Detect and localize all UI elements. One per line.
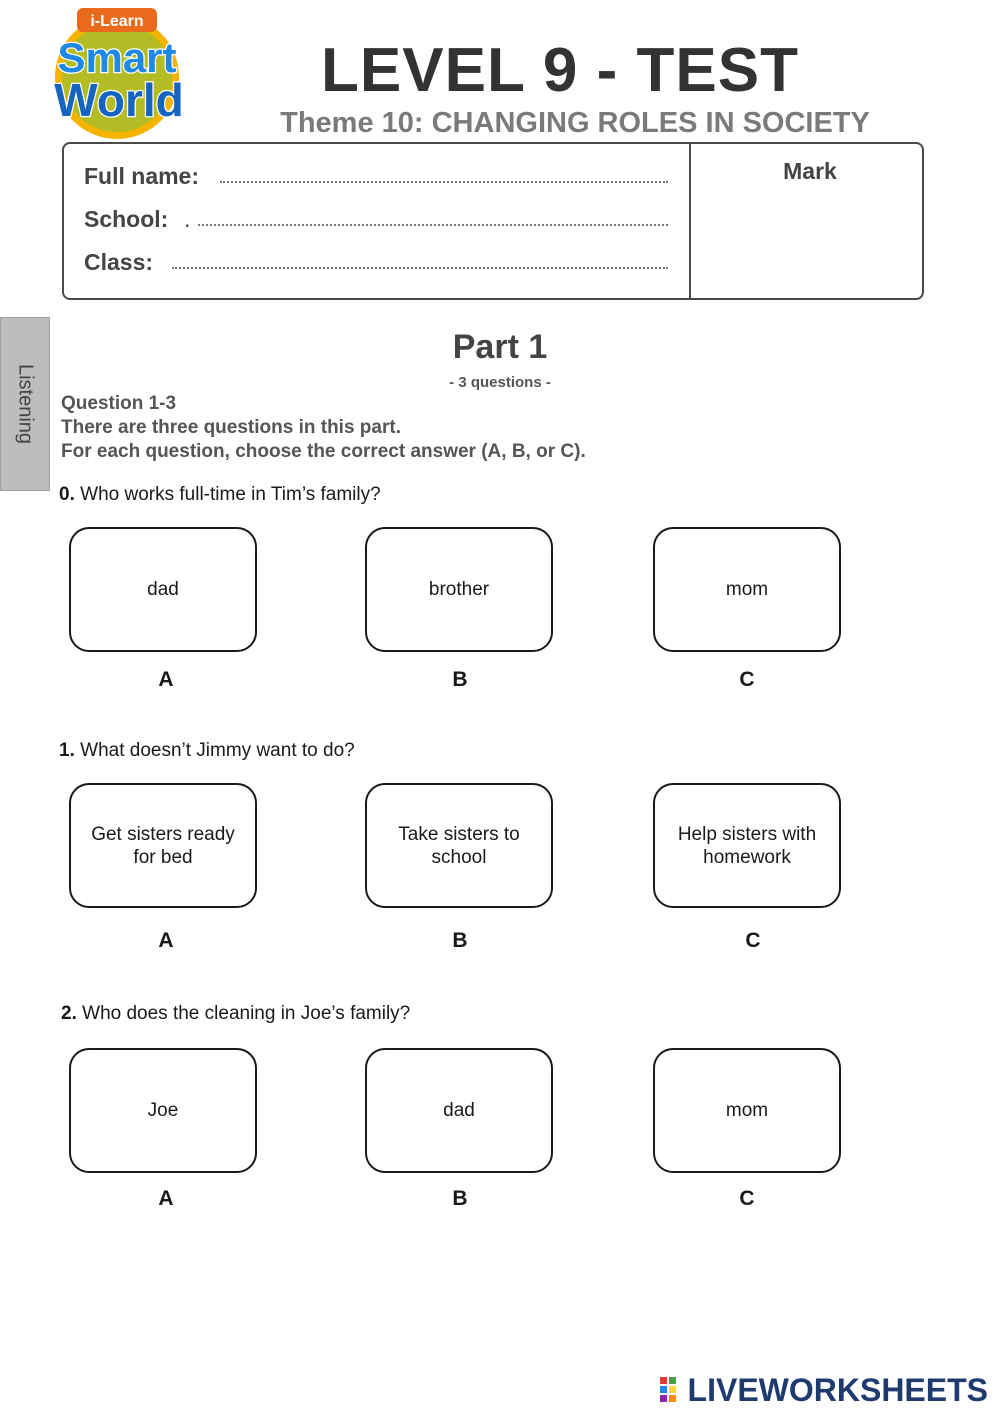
liveworksheets-brand: LIVEWORKSHEETS: [687, 1371, 988, 1408]
full-name-field[interactable]: [220, 181, 668, 183]
option-card-1a[interactable]: [69, 783, 257, 908]
option-text: dad: [147, 579, 179, 600]
option-card-0c[interactable]: [653, 527, 841, 652]
question-text: What doesn’t Jimmy want to do?: [80, 740, 355, 761]
option-card-2c[interactable]: [653, 1048, 841, 1173]
option-letter: B: [452, 929, 468, 952]
option-card-1c[interactable]: [653, 783, 841, 908]
question-number: 1.: [59, 740, 75, 761]
option-card-1b[interactable]: [365, 783, 553, 908]
instruction-line: For each question, choose the correct answer (A, B, or C).: [61, 441, 586, 462]
school-label: School:: [84, 206, 169, 232]
option-text: dad: [443, 1100, 475, 1121]
mark-divider: [689, 143, 691, 300]
option-text: Get sisters ready for bed: [91, 823, 235, 868]
option-letter: C: [745, 929, 761, 952]
question-0: [59, 484, 381, 506]
instruction-line: There are three questions in this part.: [61, 417, 401, 438]
full-name-label: Full name:: [84, 163, 200, 189]
liveworksheets-icon: [660, 1377, 686, 1403]
option-card-2a[interactable]: [69, 1048, 257, 1173]
option-letter: B: [452, 1187, 468, 1210]
school-field[interactable]: [198, 224, 668, 226]
option-letter: B: [452, 668, 468, 691]
question-2: [61, 1003, 410, 1025]
question-number: 0.: [59, 484, 75, 505]
option-text: Take sisters to school: [398, 823, 520, 868]
school-prefix: .: [184, 206, 191, 232]
option-text: brother: [428, 579, 490, 600]
option-letter: C: [739, 1187, 755, 1210]
option-text: Help sisters with homework: [677, 823, 817, 868]
option-letter: A: [158, 929, 174, 952]
instruction-line: Question 1-3: [61, 393, 177, 414]
part-subtitle: - 3 questions -: [449, 374, 551, 391]
class-field[interactable]: [172, 267, 668, 269]
smart-world-logo: [22, 2, 212, 142]
part-title: Part 1: [452, 328, 548, 366]
mark-label: Mark: [783, 158, 837, 184]
logo-top-text: i-Learn: [90, 13, 144, 30]
question-1: [59, 740, 355, 762]
option-card-0a[interactable]: [69, 527, 257, 652]
theme-title: Theme 10: CHANGING ROLES IN SOCIETY: [280, 107, 870, 139]
question-number: 2.: [61, 1003, 77, 1024]
logo-line2: World: [54, 74, 184, 126]
question-text: Who works full-time in Tim’s family?: [80, 484, 381, 505]
class-label: Class:: [84, 249, 154, 275]
option-letter: C: [739, 668, 755, 691]
listening-tab-label: Listening: [14, 363, 37, 445]
logo-line1: Smart: [57, 34, 177, 81]
test-title: LEVEL 9 - TEST: [321, 36, 799, 105]
liveworksheets-footer: [660, 1372, 988, 1408]
option-card-0b[interactable]: [365, 527, 553, 652]
option-card-2b[interactable]: [365, 1048, 553, 1173]
option-text: mom: [725, 1100, 769, 1121]
option-letter: A: [158, 668, 174, 691]
question-text: Who does the cleaning in Joe’s family?: [82, 1003, 411, 1024]
option-letter: A: [158, 1187, 174, 1210]
option-text: mom: [725, 579, 769, 600]
option-text: Joe: [147, 1100, 179, 1121]
